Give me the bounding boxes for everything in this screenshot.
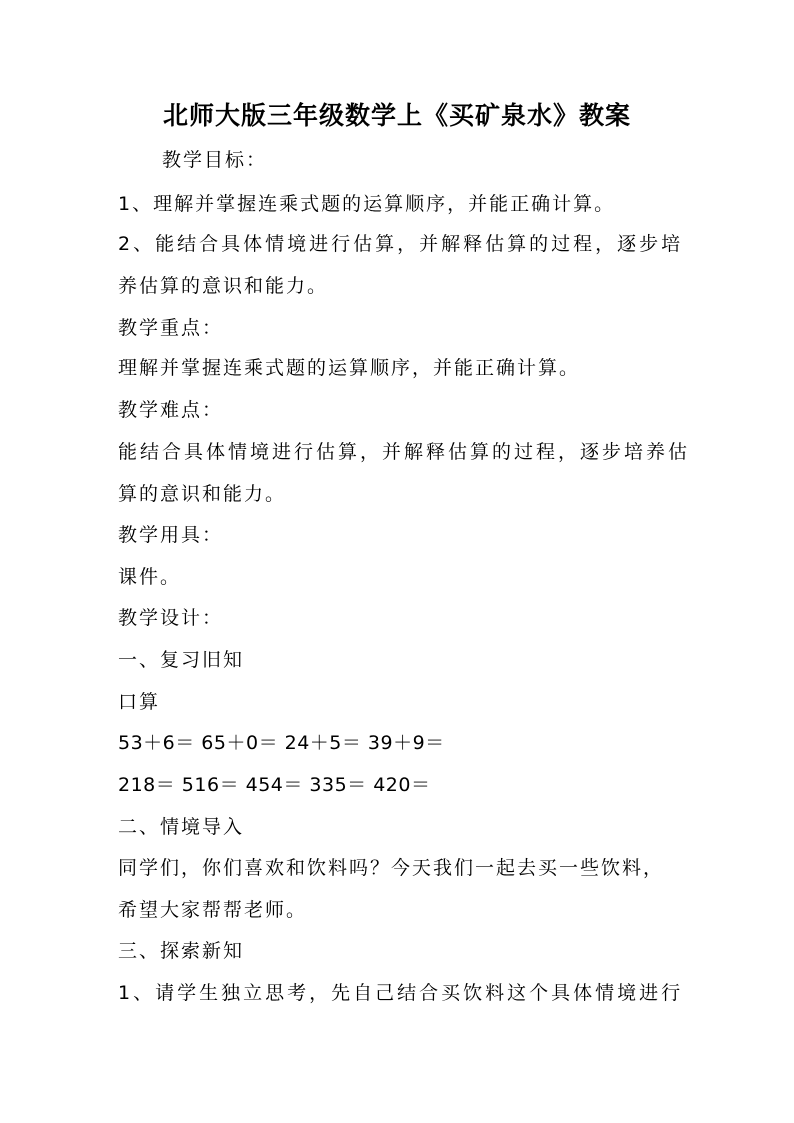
difficulties-heading: 教学难点： xyxy=(118,399,224,421)
explore-text-line-1: 1、请学生独立思考，先自己结合买饮料这个具体情境进行 xyxy=(118,982,684,1004)
section-1-heading: 一、复习旧知 xyxy=(118,649,245,671)
objective-item-2-line-1: 2、能结合具体情境进行估算，并解释估算的过程，逐步培 xyxy=(118,233,684,255)
objective-item-2-line-2: 养估算的意识和能力。 xyxy=(118,275,329,297)
objective-item-1: 1、理解并掌握连乘式题的运算顺序，并能正确计算。 xyxy=(118,193,616,215)
difficulties-text-line-1: 能结合具体情境进行估算，并解释估算的过程，逐步培养估 xyxy=(118,441,691,463)
difficulties-text-line-2: 算的意识和能力。 xyxy=(118,483,287,505)
tools-heading: 教学用具： xyxy=(118,524,224,546)
calc-row-2: 218＝ 516＝ 454＝ 335＝ 420＝ xyxy=(118,774,431,796)
intro-text-line-1: 同学们，你们喜欢和饮料吗？今天我们一起去买一些饮料， xyxy=(118,857,665,879)
objectives-heading: 教学目标： xyxy=(162,149,268,171)
document-title: 北师大版三年级数学上《买矿泉水》教案 xyxy=(162,101,631,130)
tools-text: 课件。 xyxy=(118,566,182,588)
section-2-heading: 二、情境导入 xyxy=(118,816,245,838)
key-points-text: 理解并掌握连乘式题的运算顺序，并能正确计算。 xyxy=(118,357,581,379)
intro-text-line-2: 希望大家帮帮老师。 xyxy=(118,899,308,921)
calc-row-1: 53＋6＝ 65＋0＝ 24＋5＝ 39＋9＝ xyxy=(118,732,445,754)
design-heading: 教学设计： xyxy=(118,607,224,629)
oral-calc-label: 口算 xyxy=(118,691,161,713)
key-points-heading: 教学重点： xyxy=(118,317,224,339)
section-3-heading: 三、探索新知 xyxy=(118,940,245,962)
